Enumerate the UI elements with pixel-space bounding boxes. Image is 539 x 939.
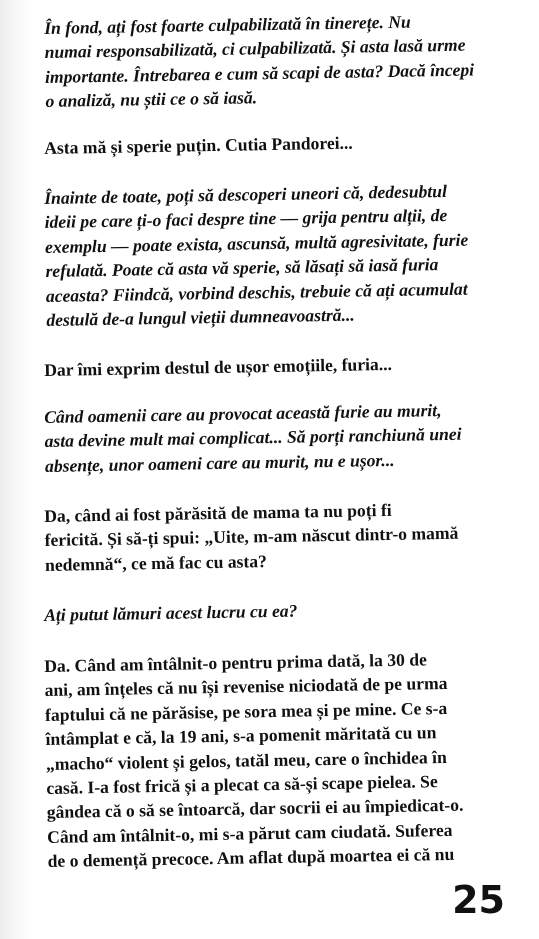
text-line: gândea că o să se întoarcă, dar socrii ei au împiedicat-o. (46, 794, 464, 823)
page-number: 25 (452, 878, 505, 922)
paragraph-answer-3 (44, 496, 513, 577)
text-line: importante. Întrebarea e cum să scapi de asta? Dacă începi (44, 59, 475, 87)
text-line: faptului că ne părăsise, pe sora mea și pe mine. Ce s-a (44, 697, 448, 725)
text-line: nedemnă“, ce mă fac cu asta? (44, 551, 268, 575)
text-line: numai responsabilizată, ci culpabilizată. Și asta lasă urme (44, 35, 466, 63)
text-line: de o demență precoce. Am aflat după moartea ei că nu (47, 843, 455, 871)
text-line: Da. Când am întâlnit-o pentru prima dată, la 30 de (44, 649, 428, 676)
page-body (44, 11, 512, 873)
text-line: ideii pe care ți-o faci despre tine — grija pentru alții, de (44, 205, 448, 233)
text-line: Când oamenii care au provocat această furie au murit, (44, 399, 442, 427)
paragraph-answer-4 (44, 646, 516, 874)
text-line: ani, am înțeles că nu își revenise niciodată de pe urma (44, 673, 448, 701)
text-line: aceasta? Fiindcă, vorbind deschis, trebuie că ați acumulat (45, 278, 468, 306)
text-line: destulă de-a lungul vieții dumneavoastră... (46, 304, 355, 331)
text-line: Înainte de toate, poți să descoperi uneori că, dedesubtul (44, 181, 448, 209)
text-line: casă. I-a fost frică și a plecat ca să-și scape pielea. Se (46, 770, 438, 798)
text-line: refulată. Poate că asta vă sperie, să lăsați să iasă furia (45, 254, 439, 282)
text-line: Când am întâlnit-o, mi s-a părut cam ciudată. Suferea (47, 819, 453, 847)
text-line: exemplu — poate exista, ascunsă, multă agresivitate, furie (44, 229, 469, 257)
paragraph-question-3 (44, 397, 513, 478)
paragraph-question-1 (44, 8, 514, 114)
text-line: întâmplat e că, la 19 ani, s-a pomenit măritată cu un (45, 722, 437, 749)
text-line: „macho“ violent și gelos, tatăl meu, care o închidea în (45, 746, 447, 774)
text-line: În fond, ați fost foarte culpabilizată în tinerețe. Nu (44, 11, 411, 38)
text-line: Ați putut lămuri acest lucru cu ea? (44, 600, 298, 626)
text-line: asta devine mult mai complicat... Să porți ranchiună unei (44, 424, 462, 452)
text-line: Asta mă și sperie puțin. Cutia Pandorei... (44, 132, 353, 158)
text-line: absențe, unor oameni care au murit, nu e ușor... (44, 449, 395, 476)
text-line: Dar îmi exprim destul de ușor emoțiile, furia... (44, 354, 393, 381)
text-line: o analiză, nu știi ce o să iasă. (45, 87, 258, 112)
text-line: fericită. Și să-ți spui: „Uite, m-am născut dintr-o mamă (44, 523, 459, 551)
text-line: Da, când ai fost părăsită de mama ta nu poți fi (44, 500, 392, 527)
paragraph-question-2 (44, 178, 514, 333)
